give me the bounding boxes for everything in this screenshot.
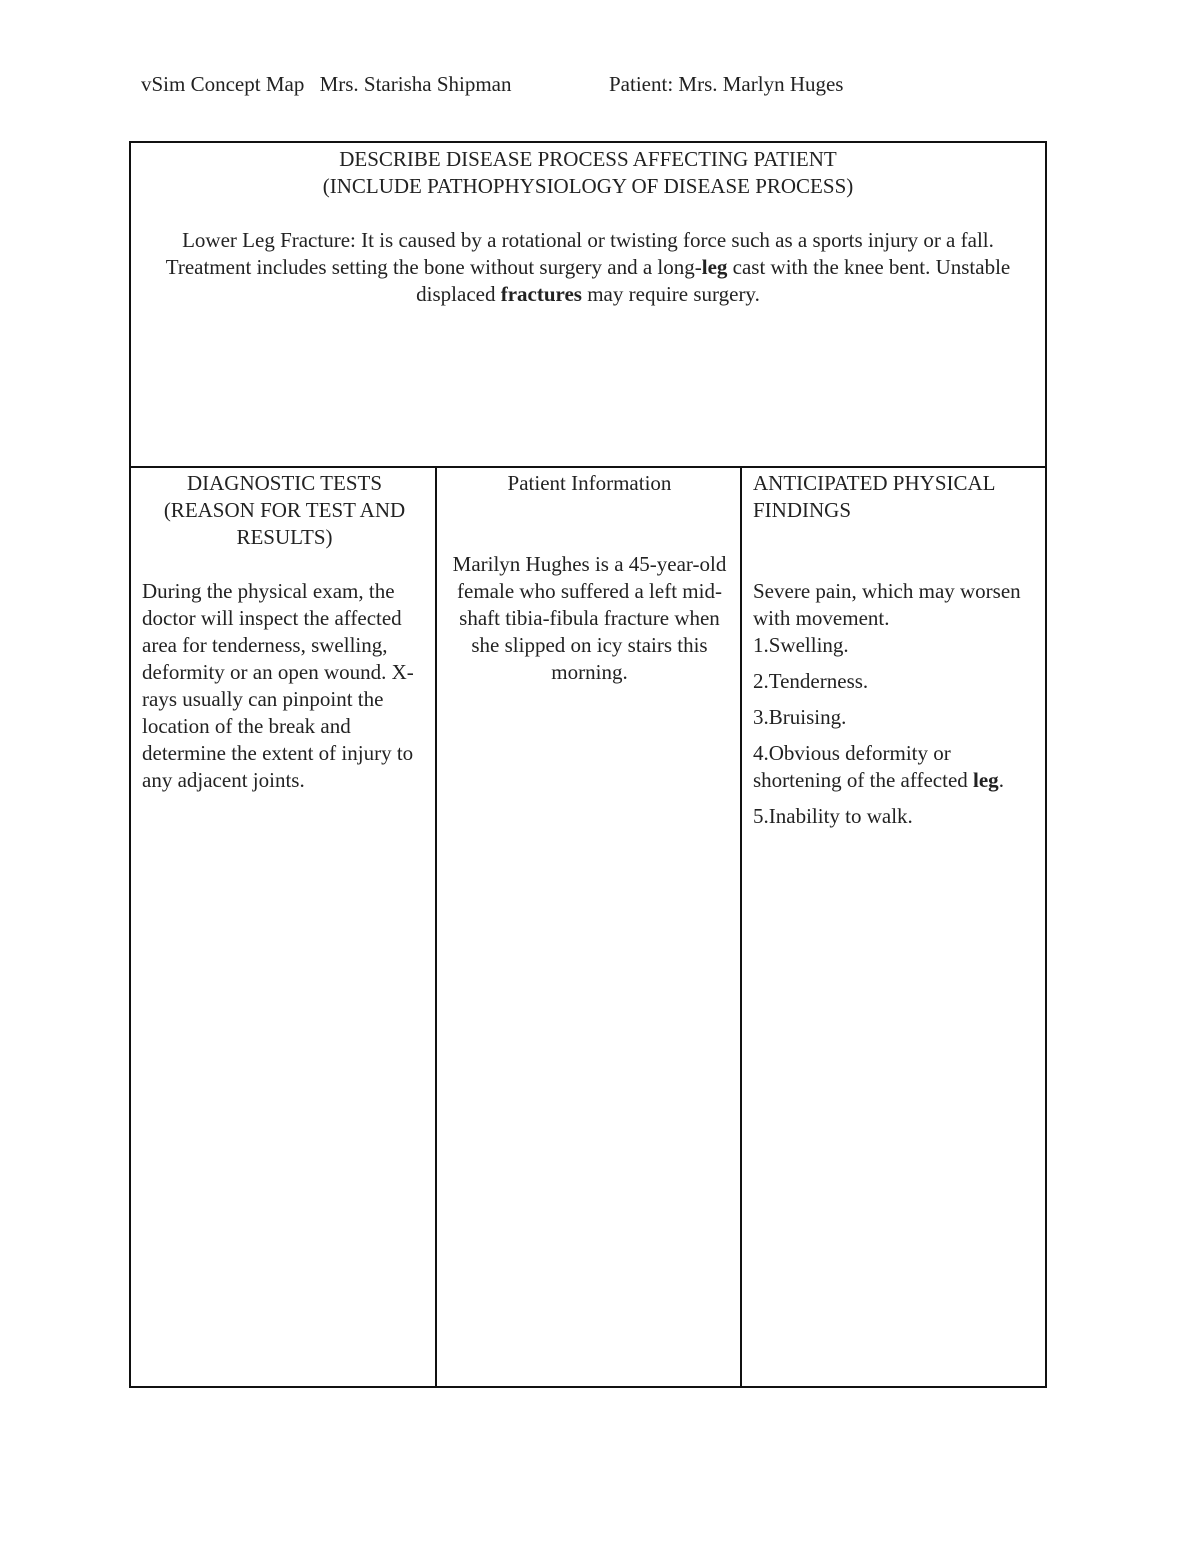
- disease-process-cell: [131, 143, 1045, 468]
- disease-process-heading-line1: DESCRIBE DISEASE PROCESS AFFECTING PATIENT: [339, 147, 837, 171]
- diagnostic-tests-cell: [131, 468, 437, 1386]
- finding-item: [753, 740, 1037, 794]
- student-name: Mrs. Starisha Shipman: [319, 72, 512, 96]
- finding-item: 1.Swelling.: [753, 633, 849, 657]
- concept-map-table: [129, 141, 1047, 1388]
- physical-findings-heading: ANTICIPATED PHYSICAL FINDINGS: [753, 471, 995, 522]
- disease-text-part1: Lower Leg Fracture: It is caused by a rotational or twisting force such as a sports injury or a fall. Treatment includes setting the bone without surgery and a long-: [165, 228, 994, 279]
- finding-item-4-bold-leg: leg: [973, 768, 999, 792]
- disease-text-bold-leg: leg: [701, 255, 728, 279]
- disease-text-part3: may require surgery.: [581, 282, 760, 306]
- patient-information-cell: [437, 468, 742, 1386]
- finding-item: 5.Inability to walk.: [753, 804, 913, 828]
- finding-item: 2.Tenderness.: [753, 669, 869, 693]
- diagnostic-tests-text: During the physical exam, the doctor will inspect the affected area for tenderness, swelling, deformity or an open wound. X-rays usually can pinpoint the location of the break and determine the extent of injury to any adjacent joints.: [142, 579, 414, 792]
- document-header: [141, 72, 844, 97]
- disease-text-part2: cast with the knee bent. Unstable displaced: [416, 255, 1011, 306]
- patient-name: Patient: Mrs. Marlyn Huges: [609, 72, 844, 96]
- disease-text-bold-fractures: fractures: [500, 282, 582, 306]
- disease-process-text: [151, 227, 1025, 308]
- physical-findings-list: [753, 632, 1037, 830]
- diagnostic-tests-heading: DIAGNOSTIC TESTS (REASON FOR TEST AND RESULTS): [163, 471, 406, 549]
- finding-item: 3.Bruising.: [753, 705, 847, 729]
- physical-findings-cell: [742, 468, 1045, 1386]
- physical-findings-body: [753, 578, 1037, 830]
- patient-information-heading: Patient Information: [507, 471, 672, 495]
- finding-item-4-text: 4.Obvious deformity or shortening of the affected: [753, 741, 974, 792]
- patient-information-text: Marilyn Hughes is a 45-year-old female who suffered a left mid-shaft tibia-fibula fracture when she slipped on icy stairs this morning.: [452, 552, 727, 684]
- physical-findings-intro: Severe pain, which may worsen with movement.: [753, 579, 1021, 630]
- finding-item-4-end: .: [998, 768, 1004, 792]
- disease-process-heading-line2: (INCLUDE PATHOPHYSIOLOGY OF DISEASE PROCESS): [322, 174, 854, 198]
- document-title: vSim Concept Map: [141, 72, 305, 96]
